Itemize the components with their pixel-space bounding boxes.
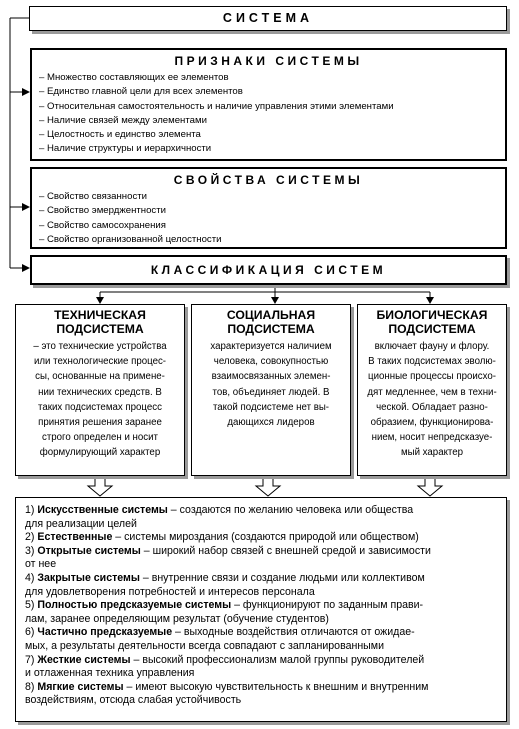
list-item: – Наличие связей между элементами bbox=[39, 114, 207, 126]
list-item: 6) Частично предсказуемые – выходные воздействия отличаются от ожидае- мых, а результаты деятельности всегда совпадают с запланированными bbox=[25, 626, 415, 652]
features-block bbox=[30, 48, 507, 161]
subsystem-description: – это технические устройства или технологические процес- сы, основанные на примене- нии технических средств. В таких подсистемах процесс принятия решения заранее строго определен и носит формулирующий характер bbox=[33, 341, 167, 459]
features-title: ПРИЗНАКИ СИСТЕМЫ bbox=[174, 54, 363, 68]
properties-list bbox=[32, 190, 505, 247]
list-item: 1) Искусственные системы – создаются по желанию человека или общества для реализации целей bbox=[25, 504, 414, 530]
subsystem-title: ТЕХНИЧЕСКАЯ ПОДСИСТЕМА bbox=[54, 308, 146, 336]
list-item: – Целостность и единство элемента bbox=[39, 129, 201, 141]
biological-subsystem-box bbox=[357, 304, 507, 476]
system-types-box bbox=[15, 497, 507, 722]
list-item: – Единство главной цели для всех элементов bbox=[39, 86, 243, 98]
properties-title: СВОЙСТВА СИСТЕМЫ bbox=[173, 173, 364, 187]
list-item: – Свойство эмерджентности bbox=[39, 205, 166, 217]
list-item: – Относительная самостоятельность и наличие управления этими элементами bbox=[39, 100, 394, 112]
classification-title: КЛАССИФИКАЦИЯ СИСТЕМ bbox=[150, 263, 387, 277]
subsystem-description: характеризуется наличием человека, совокупностью взаимосвязанных элемен- тов, объединяет людей. В такой подсистеме нет вы- дающихся лидеров bbox=[210, 341, 332, 429]
list-item: 2) Естественные – системы мироздания (создаются природой или обществом) bbox=[25, 531, 419, 544]
subsystem-title: СОЦИАЛЬНАЯ ПОДСИСТЕМА bbox=[226, 308, 316, 336]
properties-block bbox=[30, 167, 507, 249]
subsystem-description: включает фауну и флору. В таких подсистемах эволю- ционные процессы происхо- дят медленнее, чем в техни- ческой. Обладает разно- образием, функционирова- нием, носит непредсказуе- мый характер bbox=[367, 341, 497, 459]
list-item: 8) Мягкие системы – имеют высокую чувствительность к внешним и внутренним воздействиям, отсюда слабая устойчивость bbox=[25, 680, 429, 707]
classification-box bbox=[30, 255, 507, 285]
subsystem-title: БИОЛОГИЧЕСКАЯ ПОДСИСТЕМА bbox=[376, 308, 488, 336]
technical-subsystem-box bbox=[15, 304, 185, 476]
features-list bbox=[32, 71, 505, 157]
list-item: 5) Полностью предсказуемые системы – функционируют по заданным прави- лам, заранее определяющим результат (обучение студентов) bbox=[25, 599, 424, 625]
social-subsystem-box bbox=[191, 304, 351, 476]
list-item: – Множество составляющих ее элементов bbox=[39, 72, 229, 83]
list-item: 4) Закрытые системы – внутренние связи и создание людьми или коллективом для удовлетворения потребностей и интересов персонала bbox=[25, 571, 425, 598]
list-item: – Свойство связанности bbox=[39, 191, 147, 202]
system-title-box bbox=[29, 6, 507, 31]
list-item: – Наличие структуры и иерархичности bbox=[39, 143, 212, 155]
block-arrows bbox=[88, 477, 442, 496]
list-item: – Свойство организованной целостности bbox=[39, 233, 222, 245]
system-title: СИСТЕМА bbox=[222, 11, 314, 25]
list-item: – Свойство самосохранения bbox=[39, 219, 166, 231]
list-item: 3) Открытые системы – широкий набор связей с внешней средой и зависимости от нее bbox=[25, 544, 431, 571]
list-item: 7) Жесткие системы – высокий профессионализм малой группы руководителей и отлаженная техника управления bbox=[25, 653, 425, 680]
